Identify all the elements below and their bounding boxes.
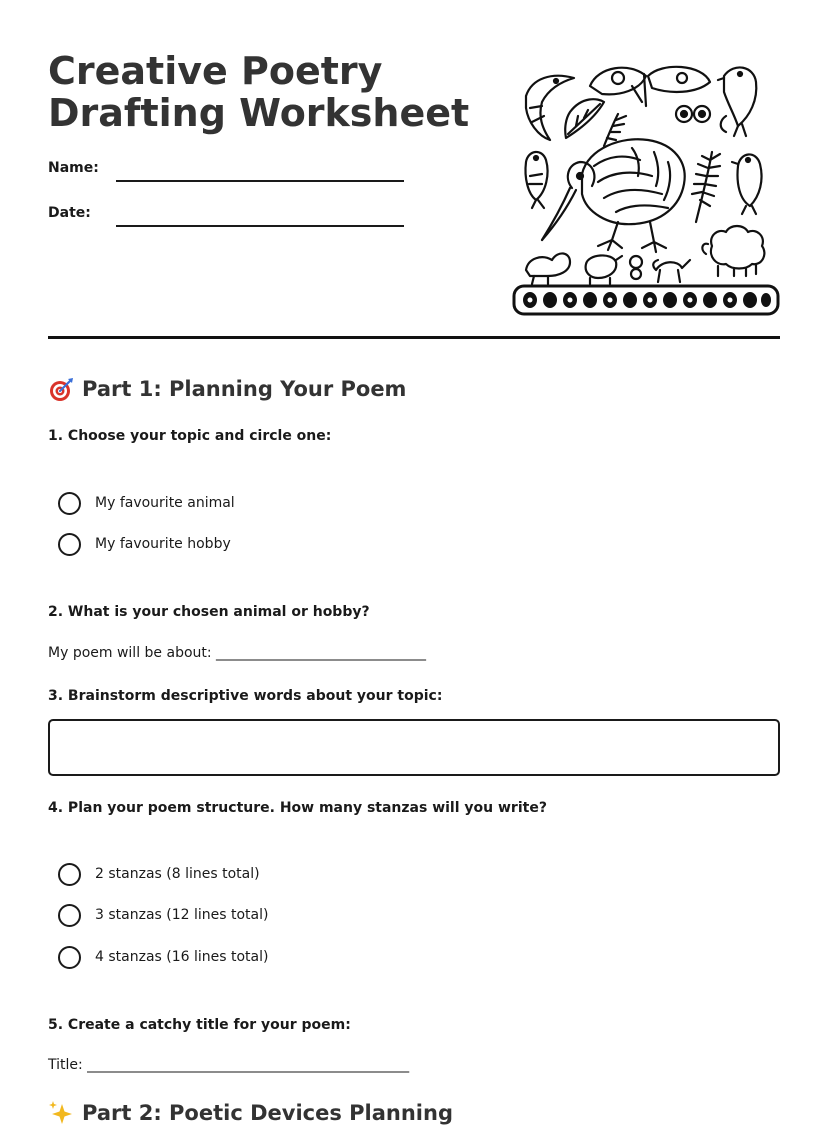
- stanza-option-4[interactable]: [58, 945, 268, 969]
- topic-answer-line[interactable]: My poem will be about: ______________________________: [48, 645, 427, 661]
- option-label: My favourite hobby: [95, 536, 231, 552]
- brainstorm-box[interactable]: [48, 719, 780, 776]
- question-4-label: 4. Plan your poem structure. How many stanzas will you write?: [48, 800, 547, 816]
- question-5-label: 5. Create a catchy title for your poem:: [48, 1017, 351, 1033]
- target-dart-icon: [48, 376, 74, 402]
- question-3-label: 3. Brainstorm descriptive words about your topic:: [48, 688, 443, 704]
- sparkles-icon: [48, 1100, 74, 1126]
- radio-circle[interactable]: [58, 533, 81, 556]
- radio-circle[interactable]: [58, 904, 81, 927]
- part1-heading: [48, 376, 406, 402]
- topic-option-animal[interactable]: [58, 491, 235, 515]
- part2-heading-text: Part 2: Poetic Devices Planning: [82, 1101, 453, 1125]
- option-label: 3 stanzas (12 lines total): [95, 907, 269, 923]
- option-label: 4 stanzas (16 lines total): [95, 949, 269, 965]
- worksheet-title: Creative Poetry Drafting Worksheet: [48, 49, 470, 135]
- name-line[interactable]: [116, 180, 404, 182]
- kiwi-animals-illustration: [512, 56, 780, 318]
- date-line[interactable]: [116, 225, 404, 227]
- question-1-label: 1. Choose your topic and circle one:: [48, 428, 332, 444]
- name-field[interactable]: [48, 160, 408, 184]
- date-label: Date:: [48, 205, 91, 221]
- header-divider: [48, 336, 780, 339]
- stanza-option-3[interactable]: [58, 903, 268, 927]
- part1-heading-text: Part 1: Planning Your Poem: [82, 377, 407, 401]
- name-label: Name:: [48, 160, 99, 176]
- topic-option-hobby[interactable]: [58, 532, 231, 556]
- part2-heading: [48, 1100, 453, 1126]
- radio-circle[interactable]: [58, 863, 81, 886]
- radio-circle[interactable]: [58, 492, 81, 515]
- date-field[interactable]: [48, 205, 408, 229]
- stanza-option-2[interactable]: [58, 862, 260, 886]
- option-label: My favourite animal: [95, 495, 235, 511]
- radio-circle[interactable]: [58, 946, 81, 969]
- title-answer-line[interactable]: Title: ______________________________________________: [48, 1057, 410, 1073]
- option-label: 2 stanzas (8 lines total): [95, 866, 260, 882]
- question-2-label: 2. What is your chosen animal or hobby?: [48, 604, 370, 620]
- worksheet-page: [48, 0, 780, 1125]
